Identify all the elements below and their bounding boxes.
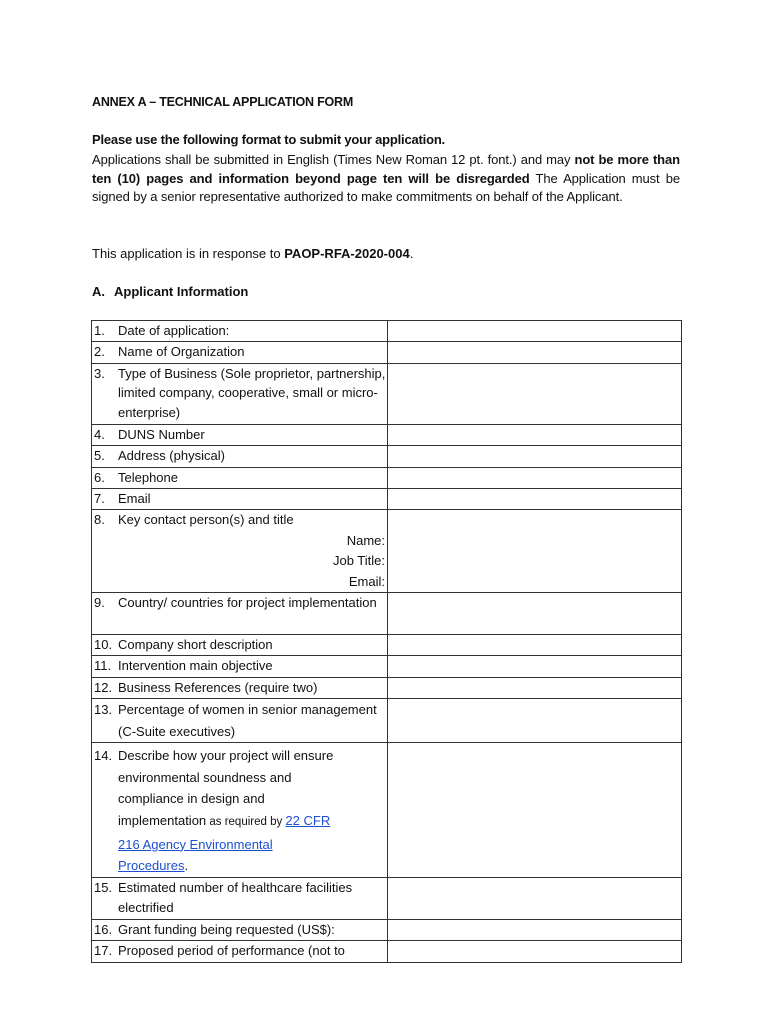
- field-label: Proposed period of performance (not to: [118, 943, 345, 959]
- row-number: 13.: [94, 702, 113, 718]
- field-label: Telephone: [118, 469, 178, 485]
- row-number: 8.: [94, 512, 105, 528]
- row-number: 15.: [94, 879, 113, 895]
- field-label: Company short description: [118, 637, 273, 653]
- table-row: [92, 919, 682, 940]
- field-label-small: as required by: [206, 816, 286, 829]
- duns-number-input[interactable]: [388, 424, 682, 445]
- date-of-application-input[interactable]: [388, 321, 682, 342]
- field-label-end: .: [184, 858, 189, 874]
- business-references-input[interactable]: [388, 677, 682, 698]
- performance-period-input[interactable]: [388, 941, 682, 962]
- table-row: [92, 699, 682, 743]
- intervention-objective-input[interactable]: [388, 656, 682, 677]
- table-row: [92, 489, 682, 510]
- address-input[interactable]: [388, 446, 682, 467]
- table-row: [92, 635, 682, 656]
- grant-funding-input[interactable]: [388, 919, 682, 940]
- rfa-reference: PAOP-RFA-2020-004: [284, 246, 410, 261]
- section-heading: [92, 284, 248, 299]
- section-letter: A.: [92, 284, 105, 299]
- row-number: 4.: [94, 426, 105, 442]
- response-suffix: .: [409, 246, 414, 261]
- cfr-216-link[interactable]: 22 CFR 216 Agency Environmental Procedures: [118, 813, 331, 874]
- row-number: 12.: [94, 679, 113, 695]
- field-label: Email: [118, 491, 151, 507]
- table-row: [92, 424, 682, 445]
- contact-name-label: Name:: [346, 532, 385, 548]
- field-label: Name of Organization: [118, 344, 245, 360]
- table-row: [92, 342, 682, 363]
- table-row: [92, 743, 682, 878]
- field-label: Country/ countries for project implementation: [118, 595, 377, 611]
- field-label: Business References (require two): [118, 679, 318, 695]
- field-label: Estimated number of healthcare facilities electrified: [118, 879, 353, 916]
- intro-page-limit: not be more than ten (10) pages and information beyond page ten will be disregarded: [92, 152, 680, 186]
- response-prefix: This application is in response to: [92, 246, 285, 261]
- field-label: Grant funding being requested (US$):: [118, 921, 335, 937]
- business-type-input[interactable]: [388, 363, 682, 424]
- intro-signature-text: The Application must be signed by a senior representative authorized to make commitments on behalf of the Applicant.: [92, 170, 680, 205]
- field-label: Intervention main objective: [118, 658, 273, 674]
- telephone-input[interactable]: [388, 467, 682, 488]
- row-number: 10.: [94, 637, 113, 653]
- row-number: 17.: [94, 943, 113, 959]
- form-title: ANNEX A – TECHNICAL APPLICATION FORM: [92, 95, 354, 109]
- applicant-info-table: [91, 320, 682, 963]
- table-row: [92, 877, 682, 919]
- table-row: [92, 446, 682, 467]
- intro-instruction: Please use the following format to submit your application.: [92, 132, 445, 147]
- table-row: [92, 677, 682, 698]
- table-row: [92, 363, 682, 424]
- row-number: 7.: [94, 491, 105, 507]
- field-label: Describe how your project will ensure environmental soundness and compliance in design and implementation: [118, 748, 334, 829]
- row-number: 6.: [94, 469, 105, 485]
- environmental-compliance-input[interactable]: [388, 743, 682, 878]
- field-label: DUNS Number: [118, 426, 205, 442]
- row-number: 14.: [94, 748, 113, 764]
- company-description-input[interactable]: [388, 635, 682, 656]
- countries-input[interactable]: [388, 593, 682, 635]
- key-contact-input[interactable]: [388, 510, 682, 593]
- organization-name-input[interactable]: [388, 342, 682, 363]
- women-percentage-input[interactable]: [388, 699, 682, 743]
- intro-paragraph: [92, 151, 680, 207]
- row-number: 3.: [94, 365, 105, 381]
- table-row: [92, 656, 682, 677]
- field-label: Type of Business (Sole proprietor, partnership, limited company, cooperative, small or micro-enterprise): [118, 365, 386, 420]
- row-number: 11.: [94, 658, 112, 674]
- row-number: 9.: [94, 595, 105, 611]
- table-row: [92, 321, 682, 342]
- row-number: 16.: [94, 921, 113, 937]
- row-number: 5.: [94, 448, 105, 464]
- field-label: Percentage of women in senior management (C-Suite executives): [118, 702, 377, 739]
- table-row: [92, 510, 682, 593]
- field-label: Date of application:: [118, 323, 230, 338]
- key-contact-sublabels: [92, 531, 387, 592]
- row-number: 1.: [94, 323, 105, 338]
- table-row: [92, 467, 682, 488]
- contact-email-label: Email:: [348, 573, 385, 589]
- row-number: 2.: [94, 344, 105, 360]
- healthcare-facilities-input[interactable]: [388, 877, 682, 919]
- contact-job-title-label: Job Title:: [332, 553, 385, 569]
- email-input[interactable]: [388, 489, 682, 510]
- table-row: [92, 593, 682, 635]
- intro-text: Applications shall be submitted in English (Times New Roman 12 pt. font.) and may: [92, 152, 575, 167]
- response-line: [92, 246, 413, 261]
- field-label: Address (physical): [118, 448, 225, 464]
- table-row: [92, 941, 682, 962]
- field-label: Key contact person(s) and title: [118, 512, 294, 528]
- section-title: Applicant Information: [114, 284, 249, 299]
